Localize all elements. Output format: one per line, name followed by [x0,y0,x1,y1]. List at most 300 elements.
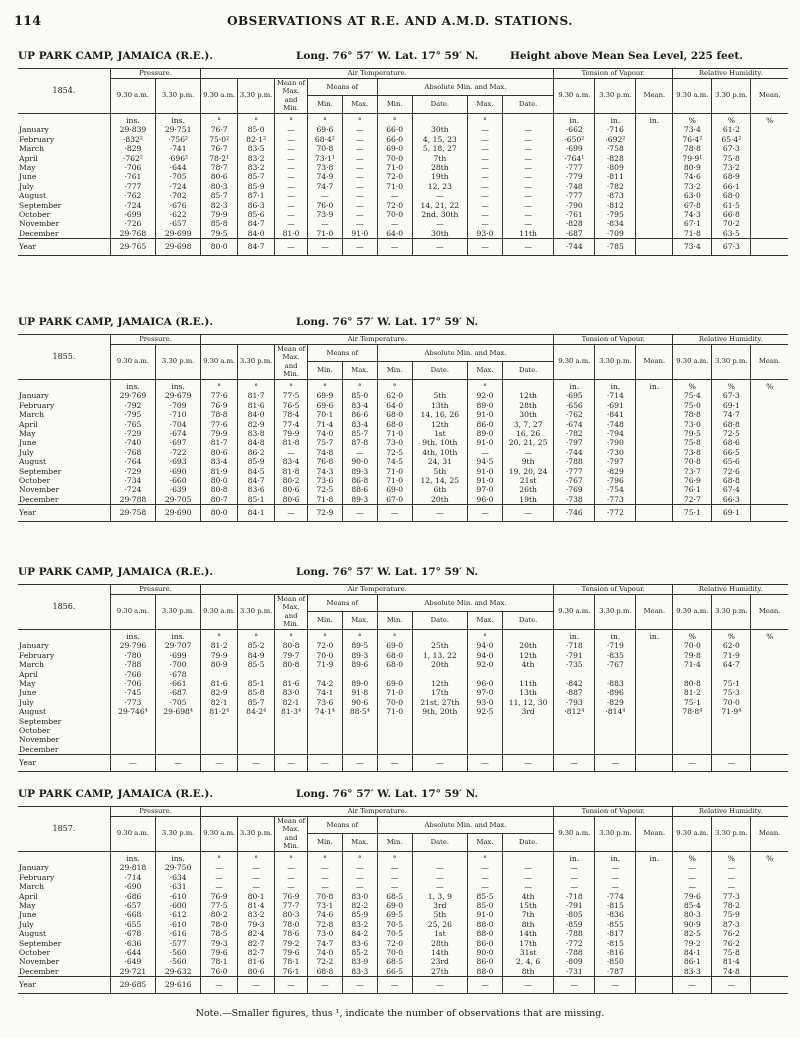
data-cell: ·693 [156,457,201,466]
data-cell [751,125,788,134]
data-cell: ·829 [595,467,636,476]
unit-cell: ° [342,379,377,391]
data-cell: ·792 [110,401,155,410]
data-cell [751,485,788,494]
data-cell [751,873,788,882]
data-cell: 29·818 [110,863,155,872]
data-cell [751,476,788,485]
column-header: Tension of Vapour. [554,335,673,345]
unit-cell: in. [554,379,595,391]
data-cell: — [468,135,503,144]
data-cell: ·812 [595,201,636,210]
data-cell: 31st [502,948,553,957]
data-cell: ·896 [595,688,636,697]
data-cell: 75·9 [712,910,751,919]
year-heading: 1854. [18,69,110,114]
data-cell: — [201,873,238,882]
column-header: 9.30 a.m. [673,78,712,113]
data-cell: 90·0 [342,457,377,466]
data-cell [636,154,673,163]
data-cell: 89·0 [342,679,377,688]
data-cell: 72·5 [712,429,751,438]
column-header: Mean. [636,816,673,851]
data-cell: 74·1 [307,688,342,697]
data-cell: 85·7 [238,698,275,707]
table-row [18,651,788,660]
year-cell: — [554,977,595,993]
data-cell: — [468,191,503,200]
month-label: November [18,957,110,966]
data-cell: 80·2 [275,476,308,485]
data-cell: 83·4 [342,420,377,429]
unit-cell: ° [238,851,275,863]
data-cell: 84·8 [238,438,275,447]
data-cell: 83·4 [201,457,238,466]
year-cell: — [673,977,712,993]
data-cell: ·797 [595,457,636,466]
data-cell: ·634 [156,873,201,882]
data-cell: — [342,201,377,210]
station-title-row [18,50,788,66]
data-cell [275,670,308,679]
data-cell [751,641,788,650]
data-cell: 72·5 [307,485,342,494]
data-cell: ·691 [595,401,636,410]
data-cell: 19, 20, 24 [502,467,553,476]
data-cell: 21st [502,476,553,485]
month-label: June [18,910,110,919]
data-cell [342,745,377,755]
data-cell: 21st, 27th [412,698,467,707]
column-header: 3.30 p.m. [238,344,275,379]
data-cell: 69·0 [377,901,412,910]
data-cell [377,717,412,726]
data-cell: — [275,882,308,891]
data-cell: — [377,873,412,882]
data-cell: — [412,873,467,882]
data-cell: ·814⁴ [595,707,636,716]
data-cell: 23rd [412,957,467,966]
column-header: 3.30 p.m. [238,78,275,113]
header-row [18,344,788,362]
data-cell [201,735,238,744]
data-cell: 93·0 [468,698,503,707]
data-cell: ·767 [595,660,636,669]
data-cell: 88·6 [342,485,377,494]
data-cell: 17th [502,939,553,948]
data-cell: — [468,172,503,181]
year-cell [751,239,788,255]
month-label: May [18,163,110,172]
data-cell: 71·0 [377,707,412,716]
unit-cell: ° [238,629,275,641]
data-cell: — [412,219,467,228]
data-cell: 69·6 [307,401,342,410]
data-cell: 75·8 [712,154,751,163]
unit-cell: ° [342,851,377,863]
data-cell: ·716 [595,125,636,134]
data-cell [156,726,201,735]
data-cell: 85·2 [342,948,377,957]
data-cell: — [307,219,342,228]
data-cell: — [502,219,553,228]
data-cell: 29·750 [156,863,201,872]
data-cell: 81·6 [201,679,238,688]
data-cell: 85·7 [342,429,377,438]
data-cell: 81·6 [238,401,275,410]
unit-cell: ° [238,379,275,391]
header-row [18,594,788,612]
data-cell: ·815 [595,901,636,910]
data-cell [751,863,788,872]
data-cell: — [502,210,553,219]
data-cell: 64·0 [377,229,412,239]
column-header: 3.30 p.m. [712,816,751,851]
data-cell: 69·0 [377,641,412,650]
table-row [18,707,788,716]
data-cell: 74·2 [307,679,342,688]
data-cell: — [275,144,308,153]
data-cell: ·729 [110,467,155,476]
data-cell: ·762² [110,154,155,163]
unit-cell: ins. [156,113,201,125]
data-cell: 83·0 [342,892,377,901]
data-cell: ·674 [554,420,595,429]
units-label [18,379,110,391]
data-cell: 75·8 [712,948,751,957]
data-cell: 69·0 [377,485,412,494]
column-header: Mean. [751,344,788,379]
data-cell: ·709 [595,229,636,239]
observation-table [18,806,788,994]
unit-cell: ° [238,113,275,125]
data-cell: 29·839 [110,125,155,134]
data-cell: 63·5 [712,229,751,239]
data-cell: 84·7 [238,476,275,485]
observation-table [18,584,788,772]
data-cell: — [502,154,553,163]
column-header: Min. [307,96,342,114]
unit-cell: in. [636,629,673,641]
year-cell: — [468,505,503,521]
unit-cell: ° [468,851,503,863]
year-cell: 80·0 [201,239,238,255]
data-cell: 89·3 [342,651,377,660]
column-header: Max. [468,834,503,852]
data-cell: — [377,219,412,228]
column-header: Mean of Max. and Min. [275,594,308,629]
data-cell: 1st [412,429,467,438]
year-cell: — [468,239,503,255]
data-cell [751,448,788,457]
data-cell: ·788 [110,660,155,669]
column-header: 3.30 p.m. [712,594,751,629]
data-cell: 67·8 [673,201,712,210]
data-cell: 84·0 [238,229,275,239]
year-heading: 1855. [18,335,110,380]
year-cell: — [201,755,238,771]
column-header: Max. [468,362,503,380]
data-cell: ·766 [110,670,155,679]
data-cell: 81·3⁴ [275,707,308,716]
data-cell: — [468,125,503,134]
data-cell [502,726,553,735]
year-cell [636,239,673,255]
month-label: January [18,391,110,400]
data-cell: — [201,863,238,872]
month-label: January [18,125,110,134]
year-cell [751,505,788,521]
data-cell: ·748 [554,182,595,191]
month-label: August [18,707,110,716]
unit-cell: % [766,631,774,641]
data-cell: ·842 [554,679,595,688]
data-cell: 82·2 [342,901,377,910]
data-cell: 74·8 [307,448,342,457]
month-label: May [18,901,110,910]
data-cell [468,726,503,735]
data-cell: ·702 [156,191,201,200]
data-cell: ·700 [156,660,201,669]
data-cell: 80·3 [201,182,238,191]
data-cell: 80·6 [201,172,238,181]
data-cell [275,726,308,735]
data-cell: 74·0 [307,429,342,438]
data-cell: 81·2 [673,688,712,697]
data-cell: 81·8 [275,467,308,476]
data-cell: — [342,882,377,891]
data-cell: 76·0 [201,967,238,977]
data-cell: ·774 [595,892,636,901]
data-cell [201,717,238,726]
data-cell: 79·9 [201,210,238,219]
table-row [18,735,788,744]
data-cell: 89·5 [342,641,377,650]
data-cell: 64·7 [712,660,751,669]
data-cell [636,467,673,476]
data-cell: — [502,191,553,200]
data-cell: ·730 [595,448,636,457]
data-cell [201,726,238,735]
year-cell: — [502,755,553,771]
data-cell: 92·5 [468,707,503,716]
data-cell: 2nd, 30th [412,210,467,219]
data-cell: — [275,163,308,172]
year-cell: ·785 [595,239,636,255]
data-cell: 9th, 10th [412,438,467,447]
data-cell: 70·0 [377,154,412,163]
data-cell: 69·5 [377,910,412,919]
data-cell: — [275,154,308,163]
year-cell: ·746 [554,505,595,521]
data-cell: 89·3 [342,495,377,505]
data-cell: 73·0 [307,929,342,938]
data-cell: 14th [502,929,553,938]
data-cell: 86·1 [673,957,712,966]
data-cell: 78·0 [201,920,238,929]
data-cell [110,726,155,735]
data-cell [636,688,673,697]
column-header: Mean. [636,344,673,379]
data-cell: — [468,882,503,891]
data-cell: 30th [502,410,553,419]
data-cell: — [468,144,503,153]
data-cell [751,967,788,977]
data-cell: 68·9 [712,172,751,181]
data-cell [636,726,673,735]
table-row [18,154,788,163]
data-cell [412,726,467,735]
data-cell: — [238,882,275,891]
units-row [18,113,788,125]
data-cell: — [275,863,308,872]
data-cell: ·832² [110,135,155,144]
unit-cell: % [766,115,774,125]
data-cell: ·657 [156,219,201,228]
data-cell: 89·0 [468,429,503,438]
unit-cell: ° [377,629,412,641]
data-cell: ·756² [156,135,201,144]
unit-cell: % [766,381,774,391]
data-cell: ·687 [554,229,595,239]
data-cell: ·649 [110,957,155,966]
data-cell: ·622 [156,210,201,219]
data-cell [595,735,636,744]
data-cell: ·718 [554,641,595,650]
data-cell: ·855 [595,920,636,929]
data-cell: 25, 26 [412,920,467,929]
column-header: Max. [468,96,503,114]
table-row [18,172,788,181]
year-cell: 29·616 [156,977,201,993]
data-cell: — [554,863,595,872]
data-cell: ·610 [156,892,201,901]
data-cell: ·724 [156,182,201,191]
year-cell: — [275,755,308,771]
year-cell: — [238,755,275,771]
data-cell: 77·3 [712,892,751,901]
table-row [18,660,788,669]
column-header: 3.30 p.m. [156,594,201,629]
data-cell: ·705 [156,172,201,181]
data-cell: 78·7 [201,163,238,172]
data-cell: 29·769 [110,391,155,400]
data-cell [238,735,275,744]
data-cell: 3, 7, 27 [502,420,553,429]
data-cell: 71·0 [377,476,412,485]
data-cell [595,745,636,755]
month-label: March [18,882,110,891]
data-cell: 94·0 [468,641,503,650]
year-cell: — [412,977,467,993]
year-cell: — [275,977,308,993]
data-cell: 12th [412,679,467,688]
data-cell: 81·0 [275,229,308,239]
data-cell: 85·1 [238,679,275,688]
data-cell [673,726,712,735]
data-cell: 84·7 [238,219,275,228]
data-cell: 8th [502,920,553,929]
data-cell: ·835 [595,651,636,660]
data-cell [636,873,673,882]
column-header: Date. [412,362,467,380]
table-row [18,420,788,429]
data-cell [636,863,673,872]
data-cell: — [712,863,751,872]
data-cell: — [673,882,712,891]
column-header: 9.30 a.m. [201,594,238,629]
data-cell: — [342,873,377,882]
data-cell: 83·3 [673,967,712,977]
year-cell: — [412,755,467,771]
data-cell: ·829 [110,144,155,153]
data-cell: 78·6 [275,929,308,938]
data-cell: 79·9 [201,429,238,438]
data-cell [712,670,751,679]
data-cell: 67·0 [377,495,412,505]
data-cell: 88·0 [468,920,503,929]
data-cell: 75·1 [712,679,751,688]
column-header: 3.30 p.m. [595,816,636,851]
data-cell: — [595,873,636,882]
data-cell [636,163,673,172]
data-cell: — [502,873,553,882]
data-cell: 79·6 [275,948,308,957]
data-cell [636,651,673,660]
data-cell [502,745,553,755]
column-header: Relative Humidity. [673,585,788,595]
data-cell: — [412,863,467,872]
data-cell: — [468,863,503,872]
data-cell: 80·1 [238,892,275,901]
year-cell: 29·685 [110,977,155,993]
data-cell: — [342,182,377,191]
year-cell: — [502,505,553,521]
data-cell: ·797 [554,438,595,447]
data-cell: 79·2 [275,939,308,948]
data-cell: 20th [412,660,467,669]
data-cell: ·655 [110,920,155,929]
data-cell: 81·4 [712,957,751,966]
data-cell: 72·0 [377,201,412,210]
data-cell: ·560 [156,948,201,957]
data-cell: 4, 15, 23 [412,135,467,144]
data-cell: 76·9 [201,892,238,901]
data-cell: — [201,882,238,891]
year-cell: — [238,977,275,993]
column-header: Air Temperature. [201,807,554,817]
data-cell: 20, 21, 25 [502,438,553,447]
table-row [18,948,788,957]
data-cell: — [342,144,377,153]
data-cell: 17th [412,688,467,697]
units-row [18,629,788,641]
data-cell: 74·9 [307,172,342,181]
data-cell [636,892,673,901]
data-cell [636,920,673,929]
data-cell: ·560 [156,957,201,966]
data-cell: 71·4 [307,420,342,429]
data-cell [412,735,467,744]
data-cell: — [502,135,553,144]
data-cell [751,144,788,153]
data-cell: 69·9 [307,391,342,400]
data-cell: 66·3 [712,495,751,505]
data-cell [751,219,788,228]
data-cell: 73·8 [673,448,712,457]
column-header: Air Temperature. [201,335,554,345]
data-cell: 75·8 [673,438,712,447]
